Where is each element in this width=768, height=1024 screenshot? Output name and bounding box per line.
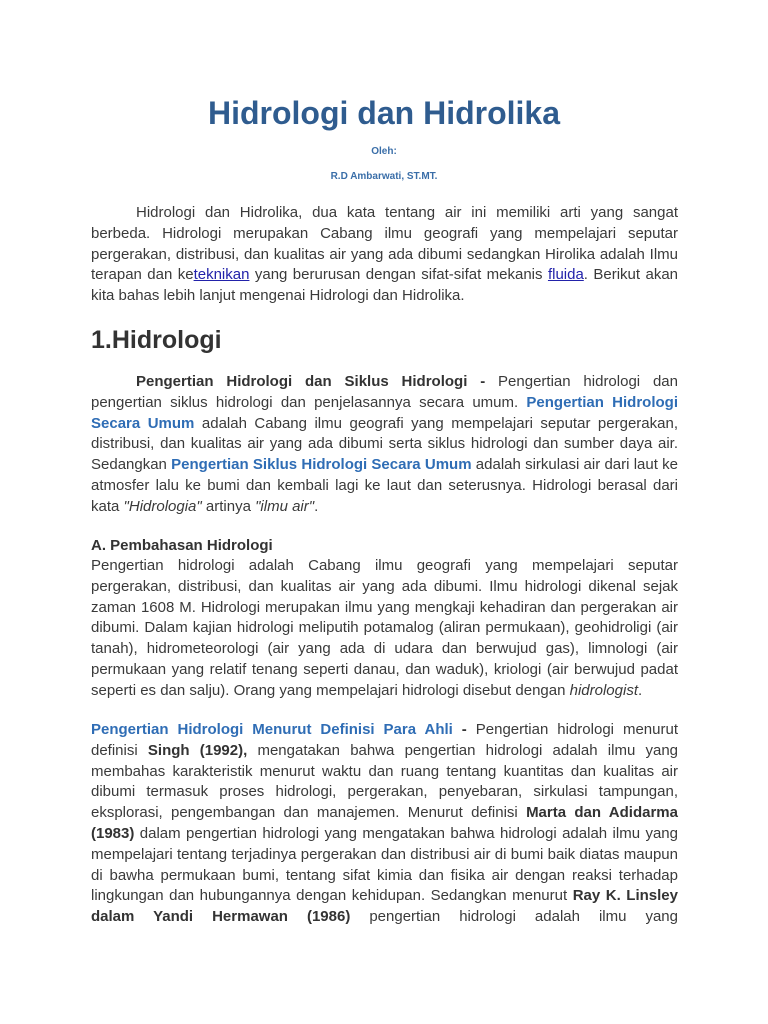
p2-text-1: Pengertian hidrologi adalah Cabang ilmu geografi yang mempelajari seputar pergerakan, distribusi, dan kualitas air yang ada dibumi. Ilmu hidrologi dikenal sejak zaman 1608 M. Hidrologi merupakan ilmu yang mengkaji kehadiran dan pergerakan air dibumi. Dalam kajian hidrologi meliputih potamalog (aliran permukaan), geohidroligi (air tanah), hidrometeorologi (air yang ada di udara dan berwujud gas), limnologi (air permukaan yang relatif tenang seperti danau, dan waduk), kriologi (air berwujud padat seperti es dan salju). Orang yang mempelajari hidrologi disebut dengan [91, 557, 678, 699]
p1-text-1: Pengertian hidrologi dan pengertian siklus hidrologi dan penjelasannya secara umum. [91, 373, 678, 411]
document-title: Hidrologi dan Hidrolika [207, 95, 560, 131]
intro-paragraph [91, 203, 678, 307]
bold-singh: Singh (1992), [147, 741, 248, 759]
p1-text-2: adalah Cabang ilmu geografi yang mempelajari seputar pergerakan, distribusi, dan kualitas air yang ada dibumi serta siklus hidrologi dan sumber daya air. Sedangkan [91, 414, 678, 474]
italic-ilmu-air: "ilmu air" [255, 497, 315, 515]
highlight-siklus-umum: Pengertian Siklus Hidrologi Secara Umum [171, 456, 472, 474]
pembahasan-paragraph [91, 556, 678, 702]
hidrologi-paragraph-1 [91, 372, 678, 518]
intro-text-2: yang berurusan dengan sifat-sifat mekanis [249, 266, 548, 284]
highlight-pengertian-umum: Pengertian Hidrologi Secara Umum [91, 393, 678, 432]
section-heading-hidrologi: 1.Hidrologi [91, 326, 222, 354]
definisi-ahli-paragraph [91, 720, 678, 949]
intro-text-1: Hidrologi dan Hidrolika, dua kata tentang air ini memiliki arti yang sangat berbeda. Hidrologi merupakan Cabang ilmu geografi yang mempelajari seputar pergerakan, distribusi, dan kualitas air yang ada dibumi sedangkan Hirolika adalah Ilmu terapan dan ke [91, 204, 678, 284]
p3-text-3: dalam pengertian hidrologi yang mengatakan bahwa hidrologi adalah ilmu yang mempelajari tentang terjadinya pergerakan dan distribusi air di bumi baik diatas maupun di bawha permukaan bumi, tentang sifat kimia dan fisika air dengan reaksi terhadap lingkungan dan hubungannya dengan kehidupan. Sedangkan menurut [91, 824, 678, 905]
teknikan-link[interactable]: teknikan [193, 266, 250, 284]
italic-hidrologia: "Hidrologia" [123, 497, 202, 515]
highlight-definisi-ahli: Pengertian Hidrologi Menurut Definisi Para Ahli [91, 721, 453, 738]
bold-linsley-hermawan: Ray K. Linsley dalam Yandi Hermawan (1986) [91, 887, 678, 926]
bold-marta-adidarma: Marta dan Adidarma (1983) [91, 804, 678, 842]
author-name: R.D Ambarwati, ST.MT. [330, 171, 438, 182]
p3-text-2: mengatakan bahwa pengertian hidrologi adalah ilmu yang membahas karakteristik menurut waktu dan ruang tentang kuantitas dan kualitas air dibumi termasuk proses hidrologi, pergerakan, penyebaran, sirkulasi tampungan, eksplorasi, pengembangan dan manajemen. Menurut definisi [91, 741, 679, 822]
fluida-link[interactable]: fluida [547, 266, 584, 284]
subheading-pembahasan: A. Pembahasan Hidrologi [91, 537, 273, 554]
p1-text-3: adalah sirkulasi air dari laut ke atmosfer lalu ke bumi dan kembali lagi ke laut dan seterusnya. Hidrologi berasal dari kata [91, 456, 678, 515]
p3-text-4: pengertian hidrologi adalah ilmu yang [350, 908, 678, 926]
p1-text-5: . [314, 497, 319, 515]
dash-separator: - [452, 721, 476, 738]
italic-hidrologist: hidrologist [569, 681, 638, 699]
p3-text-1: Pengertian hidrologi menurut definisi [91, 721, 678, 759]
bold-lead: Pengertian Hidrologi dan Siklus Hidrologi - [136, 373, 499, 390]
intro-text-3: . Berikut akan kita bahas lebih lanjut mengenai Hidrologi dan Hidrolika. [91, 266, 679, 305]
p1-text-4: artinya [201, 497, 256, 515]
p2-text-2: . [638, 681, 643, 699]
byline-label: Oleh: [371, 146, 397, 157]
